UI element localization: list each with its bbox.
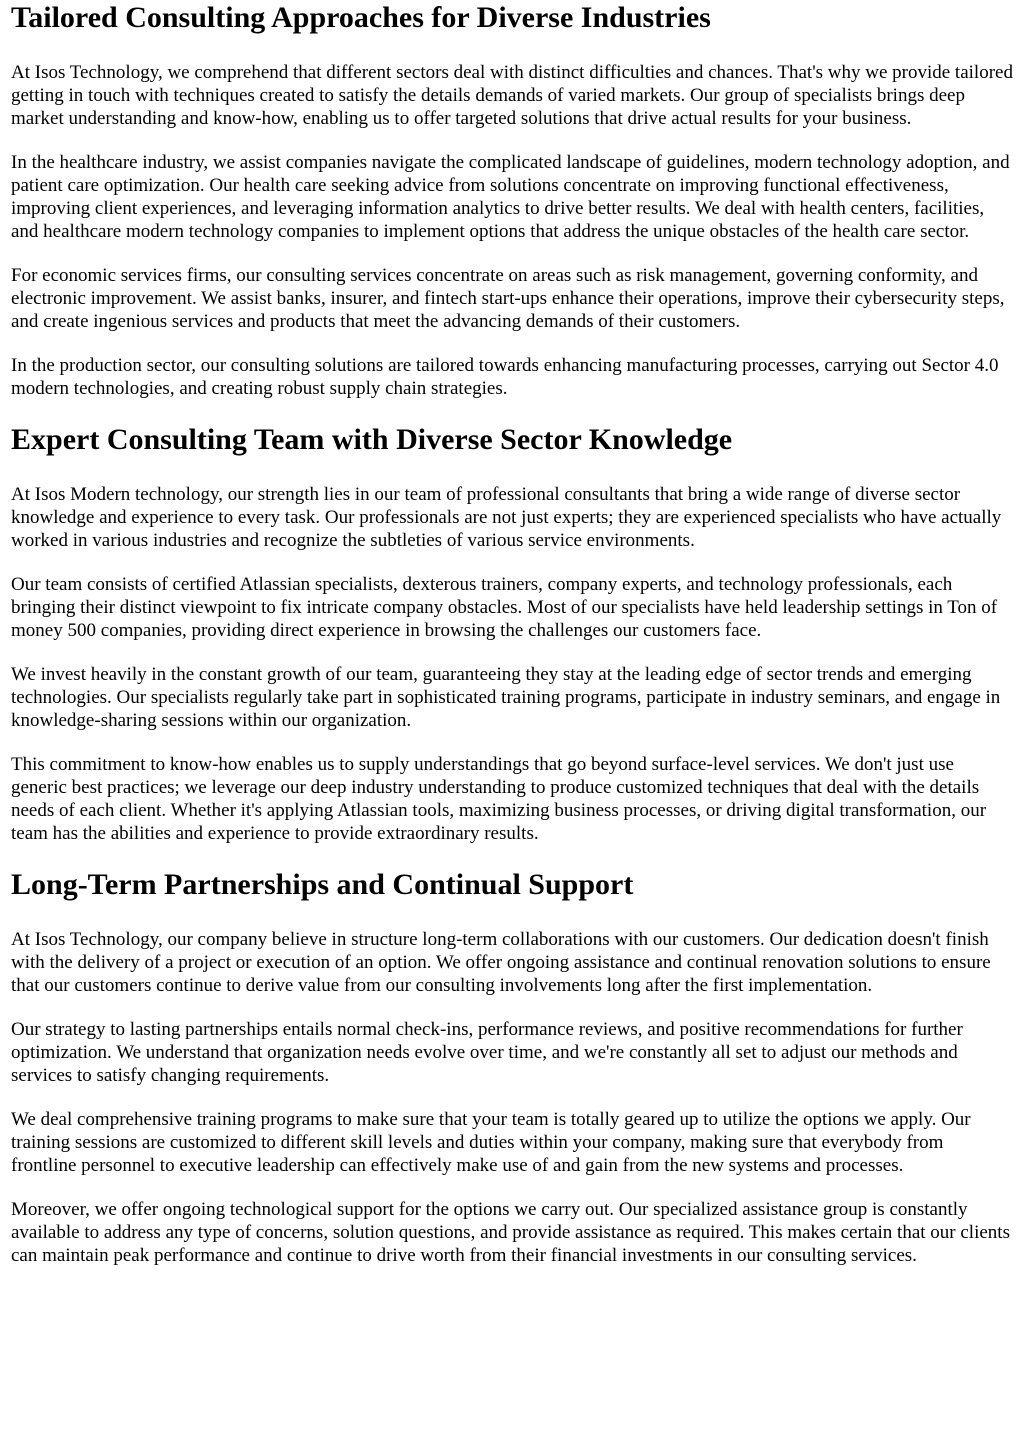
paragraph: Our team consists of certified Atlassian specialists, dexterous trainers, company experts, and technology professionals, each bringing their distinct viewpoint to fix intricate company obstacles. Most of our specialists have held leadership settings in Ton of money 500 companies, providing direct experience in browsing the challenges our customers face. [11, 574, 998, 641]
paragraph: Moreover, we offer ongoing technological support for the options we carry out. Our specialized assistance group is constantly available to address any type of concerns, solution questions, and provide assistance as required. This makes certain that our clients can maintain peak performance and continue to drive worth from their financial investments in our consulting services. [11, 1199, 1010, 1266]
section-heading: Tailored Consulting Approaches for Diverse Industries [11, 1, 711, 34]
paragraph: At Isos Technology, we comprehend that different sectors deal with distinct difficulties and chances. That's why we provide tailored getting in touch with techniques created to satisfy the details demands of varied markets. Our group of specialists brings deep market understanding and know-how, enabling us to offer targeted solutions that drive actual results for your business. [11, 62, 1013, 129]
paragraph: At Isos Technology, our company believe in structure long-term collaborations with our customers. Our dedication doesn't finish with the delivery of a project or execution of an option. We offer ongoing assistance and continual renovation solutions to ensure that our customers continue to derive value from our consulting involvements long after the first implementation. [11, 929, 991, 996]
paragraph: In the healthcare industry, we assist companies navigate the complicated landscape of guidelines, modern technology adoption, and patient care optimization. Our health care seeking advice from solutions concentrate on improving functional effectiveness, improving client experiences, and leveraging information analytics to drive better results. We deal with health centers, facilities, and healthcare modern technology companies to implement options that address the unique obstacles of the health care sector. [11, 152, 1010, 242]
paragraph: This commitment to know-how enables us to supply understandings that go beyond surface-level services. We don't just use generic best practices; we leverage our deep industry understanding to produce customized techniques that deal with the details needs of each client. Whether it's applying Atlassian tools, maximizing business processes, or driving digital transformation, our team has the abilities and experience to provide extraordinary results. [11, 754, 987, 844]
paragraph: Our strategy to lasting partnerships entails normal check-ins, performance reviews, and positive recommendations for further optimization. We understand that organization needs evolve over time, and we're constantly all set to adjust our methods and services to satisfy changing requirements. [11, 1019, 963, 1086]
section-heading: Long-Term Partnerships and Continual Support [11, 868, 634, 901]
section-expert-team [11, 423, 1013, 845]
section-long-term-partnerships [11, 868, 1013, 1267]
paragraph: We invest heavily in the constant growth of our team, guaranteeing they stay at the leading edge of sector trends and emerging technologies. Our specialists regularly take part in sophisticated training programs, participate in industry seminars, and engage in knowledge-sharing sessions within our organization. [11, 664, 1001, 731]
section-tailored-consulting [11, 0, 1013, 400]
paragraph: For economic services firms, our consulting services concentrate on areas such as risk management, governing conformity, and electronic improvement. We assist banks, insurer, and fintech start-ups enhance their operations, improve their cybersecurity steps, and create ingenious services and products that meet the advancing demands of their customers. [11, 265, 1005, 332]
paragraph: We deal comprehensive training programs to make sure that your team is totally geared up to utilize the options we apply. Our training sessions are customized to different skill levels and duties within your company, making sure that everybody from frontline personnel to executive leadership can effectively make use of and gain from the new systems and processes. [11, 1109, 971, 1176]
section-heading: Expert Consulting Team with Diverse Sector Knowledge [11, 423, 733, 456]
paragraph: At Isos Modern technology, our strength lies in our team of professional consultants that bring a wide range of diverse sector knowledge and experience to every task. Our professionals are not just experts; they are experienced specialists who have actually worked in various industries and recognize the subtleties of various service environments. [11, 484, 1002, 551]
paragraph: In the production sector, our consulting solutions are tailored towards enhancing manufacturing processes, carrying out Sector 4.0 modern technologies, and creating robust supply chain strategies. [11, 355, 999, 399]
